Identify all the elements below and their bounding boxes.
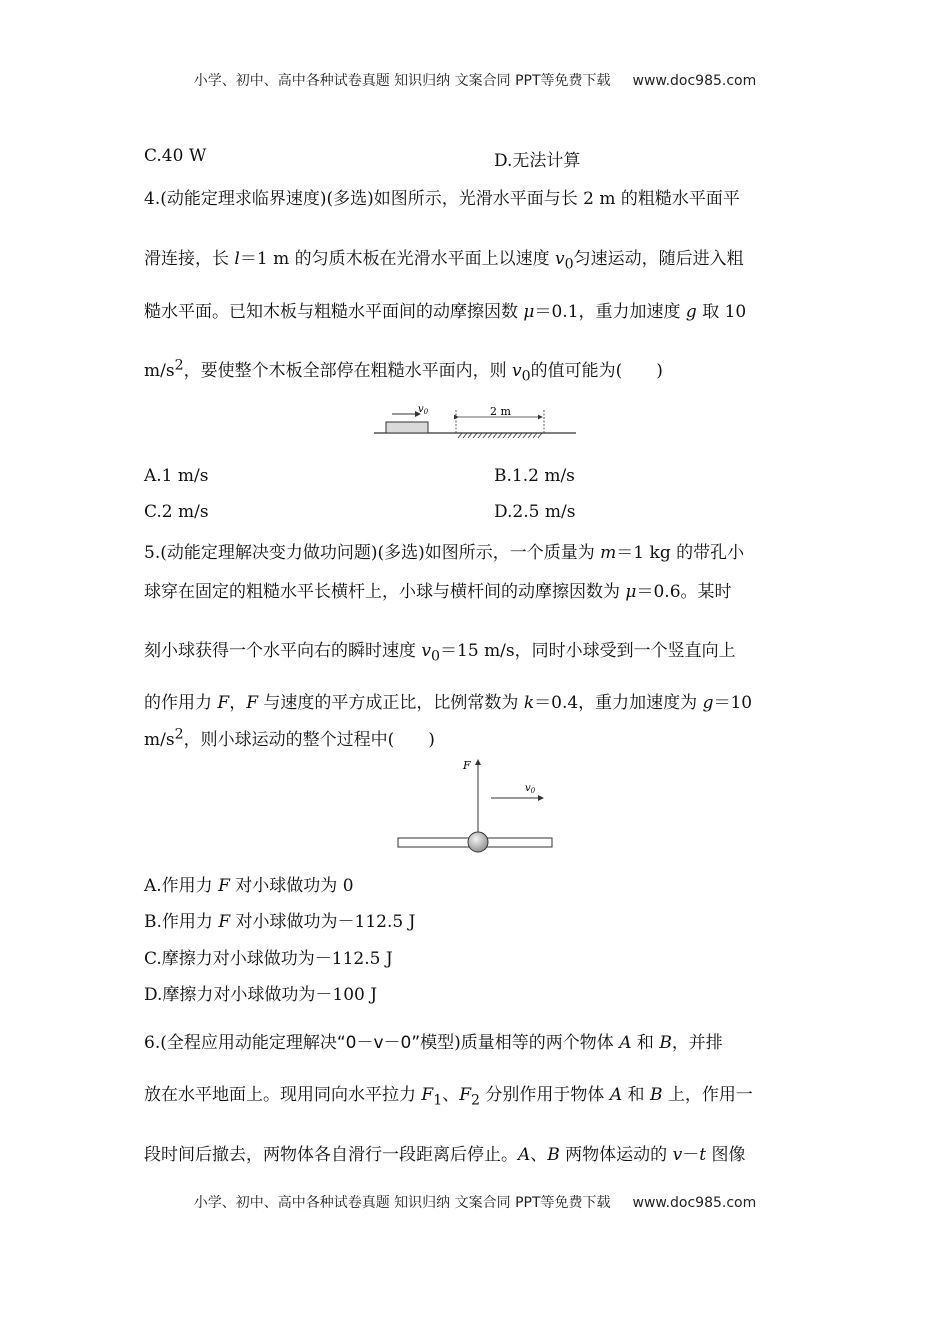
q4-option-c: C.2 m/s [144, 502, 209, 522]
footer-url[interactable]: www.doc985.com [632, 1195, 757, 1211]
q4-line-4: $m/s^2$，要使整个木板全部停在粗糙水平面内，则 $v_0$的值可能为( ) [144, 357, 663, 385]
q4-option-d: D.2.5 m/s [494, 502, 576, 522]
q4-option-a: A.1 m/s [144, 466, 209, 486]
footer-text: 小学、初中、高中各种试卷真题 知识归纳 文案合同 PPT等免费下载 [193, 1195, 611, 1211]
wooden-board [386, 422, 428, 433]
header-text: 小学、初中、高中各种试卷真题 知识归纳 文案合同 PPT等免费下载 [193, 73, 611, 89]
q4-line-3: 糙水平面。已知木板与粗糙水平面间的动摩擦因数 μ＝0.1，重力加速度 g 取 10 [144, 302, 747, 322]
force-label: F [463, 759, 471, 772]
q5-line-1: 5.(动能定理解决变力做功问题)(多选)如图所示，一个质量为 m＝1 kg 的带孔小 [144, 543, 745, 563]
q5-option-c: C.摩擦力对小球做功为－112.5 J [144, 949, 393, 969]
q5-option-a: A.作用力 F 对小球做功为 0 [144, 876, 354, 896]
velocity-label: $v_0$ [418, 404, 429, 416]
q4-line-2: 滑连接，长 l＝1 m 的匀质木板在光滑水平面上以速度 $v_0$匀速运动，随后进入粗 [144, 249, 744, 273]
q6-tag: 全程应用动能定理解决“0－v－0”模型 [166, 1033, 455, 1053]
velocity-label: $v_0$ [525, 783, 536, 795]
rough-surface-hatch [456, 433, 544, 438]
page-header [0, 70, 950, 90]
header-url[interactable]: www.doc985.com [632, 73, 757, 89]
q4-line-1: 4.(动能定理求临界速度)(多选)如图所示，光滑水平面与长 2 m 的粗糙水平面平 [144, 189, 740, 209]
q5-line-2: 球穿在固定的粗糙水平长横杆上，小球与横杆间的动摩擦因数为 μ＝0.6。某时 [144, 582, 732, 602]
prev-option-c: C.40 W [144, 146, 207, 166]
q5-figure [395, 755, 557, 855]
q5-option-b: B.作用力 F 对小球做功为－112.5 J [144, 912, 416, 932]
q6-line-3: 段时间后撤去，两物体各自滑行一段距离后停止。A、B 两物体运动的 v－t 图像 [144, 1145, 746, 1165]
q6-line-2: 放在水平地面上。现用同向水平拉力 $F_1$、$F_2$ 分别作用于物体 A 和 B 上，作用一 [144, 1085, 753, 1109]
q4-option-b: B.1.2 m/s [494, 466, 575, 486]
q5-tag: 动能定理解决变力做功问题 [166, 543, 371, 563]
page-footer [0, 1192, 950, 1212]
length-label: 2 m [490, 405, 511, 418]
q6-line-1: 6.(全程应用动能定理解决“0－v－0”模型)质量相等的两个物体 A 和 B，并排 [144, 1033, 723, 1053]
q5-option-d: D.摩擦力对小球做功为－100 J [144, 985, 378, 1005]
q5-line-3: 刻小球获得一个水平向右的瞬时速度 $v_0=15$ m/s，同时小球受到一个竖直向上 [144, 641, 736, 665]
q5-line-4: 的作用力 F，F 与速度的平方成正比，比例常数为 k＝0.4，重力加速度为 g＝10 [144, 693, 753, 713]
q5-line-5: $m/s^2$，则小球运动的整个过程中( ) [144, 726, 435, 750]
prev-option-d: D.无法计算 [494, 151, 581, 171]
q4-figure [372, 400, 578, 440]
q4-tag: 动能定理求临界速度 [166, 189, 320, 209]
ball [468, 832, 488, 852]
